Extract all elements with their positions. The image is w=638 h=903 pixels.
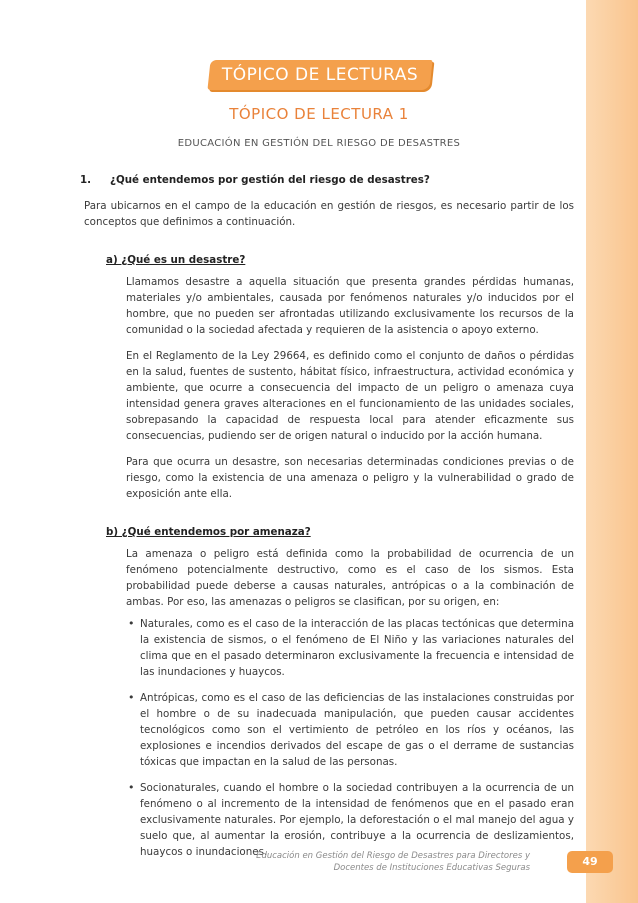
section-b-paragraph: La amenaza o peligro está definida como la probabilidad de ocurrencia de un fenómeno potencialmente destructivo, como es el caso de los sismos. Esta probabilidad puede deberse a causas naturales, antrópicas o a la combinación de ambas. Por eso, las amenazas o peligros se clasifican, por su origen, en: bbox=[126, 548, 574, 608]
section-heading: EDUCACIÓN EN GESTIÓN DEL RIESGO DE DESASTRES bbox=[177, 138, 461, 149]
footer-line-1: Educación en Gestión del Riesgo de Desastres para Directores y bbox=[256, 851, 530, 861]
question-heading bbox=[80, 172, 574, 188]
section-a bbox=[106, 252, 574, 502]
footer-caption bbox=[200, 850, 530, 874]
question-text: ¿Qué entendemos por gestión del riesgo de desastres? bbox=[110, 174, 430, 186]
section-a-paragraph: En el Reglamento de la Ley 29664, es definido como el conjunto de daños o pérdidas en la salud, fuentes de sustento, hábitat físico, infraestructura, actividad económica y ambiente, que ocurre a consecuencia del impacto de un peligro o amenaza cuya intensidad genera graves alteraciones en el funcionamiento de las unidades sociales, sobrepasando la capacidad de respuesta local para atender eficazmente sus consecuencias, pudiendo ser de origen natural o inducido por la acción humana. bbox=[126, 350, 574, 442]
page-number: 49 bbox=[567, 851, 613, 873]
bullet-icon: • bbox=[128, 617, 135, 630]
section-a-title: a) ¿Qué es un desastre? bbox=[106, 254, 246, 266]
reading-topic-title: TÓPICO DE LECTURA 1 bbox=[229, 105, 409, 123]
list-item: • Socionaturales, cuando el hombre o la sociedad contribuyen a la ocurrencia de un fenómeno o al incremento de la intensidad de fenómenos que en el pasado eran exclusivamente naturales. Por ejemplo, la deforestación o el mal manejo del agua y suelo que, al aumentar la erosión, contribuye a la ocurrencia de deslizamientos, huaycos o inundaciones. bbox=[128, 781, 574, 858]
footer-line-2: Docentes de Instituciones Educativas Seguras bbox=[333, 863, 530, 873]
section-a-paragraph: Para que ocurra un desastre, son necesarias determinadas condiciones previas o de riesgo, como la existencia de una amenaza o peligro y la vulnerabilidad o grado de exposición ante ella. bbox=[126, 456, 574, 500]
bullet-icon: • bbox=[128, 781, 135, 794]
hazard-types-list bbox=[106, 616, 574, 860]
list-item: • Naturales, como es el caso de la interacción de las placas tectónicas que determina la existencia de sismos, o el fenómeno de El Niño y las variaciones naturales del clima que en el pasado determinaron exclusivamente la frecuencia e intensidad de las inundaciones y huaycos. bbox=[128, 617, 574, 678]
section-b-title: b) ¿Qué entendemos por amenaza? bbox=[106, 526, 311, 538]
document-body bbox=[80, 172, 574, 870]
bullet-icon: • bbox=[128, 691, 135, 704]
section-a-paragraph: Llamamos desastre a aquella situación que presenta grandes pérdidas humanas, materiales y/o ambientales, causada por fenómenos naturales y/o inducidos por el hombre, que no pueden ser afrontadas utilizando exclusivamente los recursos de la comunidad o la sociedad afectada y requieren de la asistencia o apoyo externo. bbox=[126, 276, 574, 336]
list-item: • Antrópicas, como es el caso de las deficiencias de las instalaciones construidas por el hombre o de su inadecuada manipulación, que pueden causar accidentes tecnológicos como son el vertimiento de petróleo en los ríos y océanos, las explosiones e incendios derivados del escape de gas o el derrame de sustancias tóxicas que impactan en la salud de las personas. bbox=[128, 691, 574, 768]
section-b bbox=[106, 524, 574, 860]
header-banner-title: TÓPICO DE LECTURAS bbox=[221, 65, 419, 85]
side-decoration-band bbox=[586, 0, 638, 903]
question-number: 1. bbox=[80, 174, 92, 186]
intro-paragraph: Para ubicarnos en el campo de la educación en gestión de riesgos, es necesario partir de los conceptos que definimos a continuación. bbox=[84, 200, 574, 228]
